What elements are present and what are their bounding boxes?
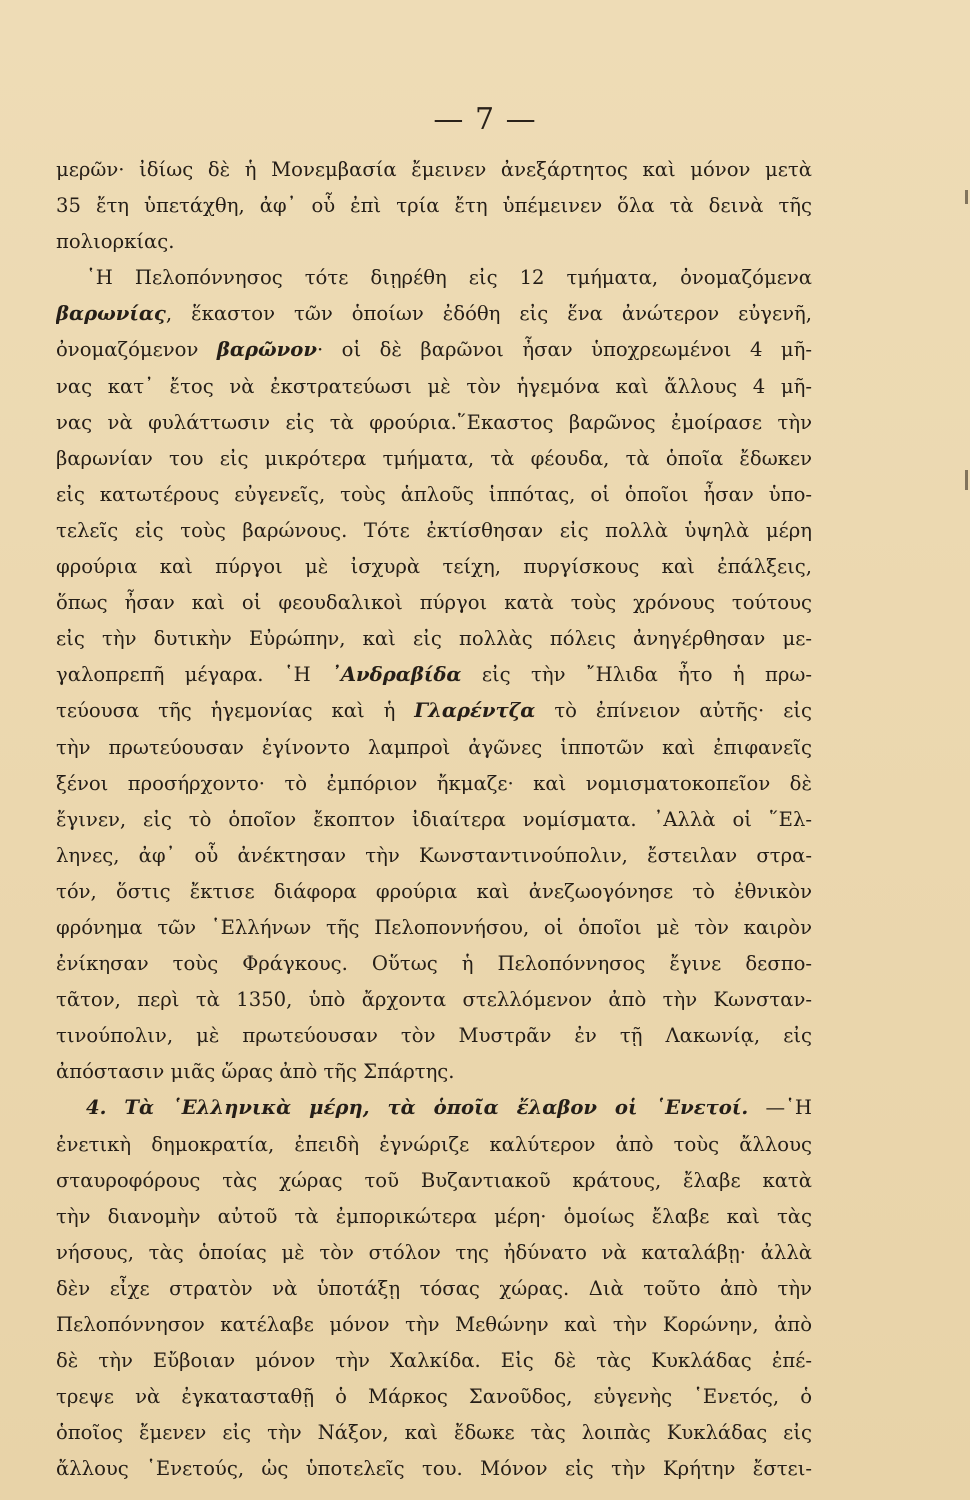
text-line: φρούρια καὶ πύργοι μὲ ἰσχυρὰ τείχη, πυργίσκους καὶ ἐπάλξεις, [56, 555, 812, 579]
text-line: νας νὰ φυλάττωσιν εἰς τὰ φρούρια.῞Εκαστος βαρῶνος ἐμοίρασε τὴν [56, 410, 812, 434]
text-line: ἄλλους ῾Ενετούς, ὡς ὑποτελεῖς του. Μόνον εἰς τὴν Κρήτην ἔστει- [56, 1457, 812, 1481]
text-line: τὴν διανομὴν αὐτοῦ τὰ ἐμπορικώτερα μέρη· ὁμοίως ἔλαβε καὶ τὰς [56, 1204, 812, 1228]
text-line: νας κατ᾽ ἔτος νὰ ἐκστρατεύωσι μὲ τὸν ἡγεμόνα καὶ ἄλλους 4 μῆ- [56, 374, 812, 398]
text-line: εἰς κατωτέρους εὐγενεῖς, τοὺς ἁπλοῦς ἱππότας, οἱ ὁποῖοι ἦσαν ὑπο- [56, 482, 812, 506]
text-line: βαρωνίαν του εἰς μικρότερα τμήματα, τὰ φέουδα, τὰ ὁποῖα ἔδωκεν [56, 446, 812, 470]
text-line: Πελοπόννησον κατέλαβε μόνον τὴν Μεθώνην καὶ τὴν Κορώνην, ἀπὸ [56, 1313, 812, 1336]
text-line: 35 ἔτη ὑπετάχθη, ἀφ᾽ οὗ ἐπὶ τρία ἔτη ὑπέμεινεν ὅλα τὰ δεινὰ τῆς [56, 194, 812, 218]
text-line: ληνες, ἀφ᾽ οὗ ἀνέκτησαν τὴν Κωνσταντινούπολιν, ἔστειλαν στρα- [56, 843, 812, 867]
text-line: τεύουσα τῆς ἡγεμονίας καὶ ἡ Γλαρέντζα τὸ ἐπίνειον αὐτῆς· εἰς [56, 699, 812, 723]
text-line: δὲ τὴν Εὔβοιαν μόνον τὴν Χαλκίδα. Εἰς δὲ τὰς Κυκλάδας ἐπέ- [56, 1349, 812, 1373]
text-line: ὅπως ἦσαν καὶ οἱ φεουδαλικοὶ πύργοι κατὰ τοὺς χρόνους τούτους [56, 591, 812, 615]
page-edge-mark [965, 190, 968, 204]
text-line: νήσους, τὰς ὁποίας μὲ τὸν στόλον της ἠδύνατο νὰ καταλάβῃ· ἀλλὰ [56, 1240, 812, 1264]
emphasis-term: Γλαρέντζα [414, 699, 536, 723]
text-line: ἐνίκησαν τοὺς Φράγκους. Οὕτως ἡ Πελοπόννησος ἔγινε δεσπο- [56, 952, 812, 976]
text-line: ἀπόστασιν μιᾶς ὥρας ἀπὸ τῆς Σπάρτης. [56, 1060, 455, 1084]
section-heading: 4. Τὰ ῾Ελληνικὰ μέρη, τὰ ὁποῖα ἔλαβον οἱ ῾Ενετοί. [86, 1096, 749, 1120]
text-line: τινούπολιν, μὲ πρωτεύουσαν τὸν Μυστρᾶν ἐν τῇ Λακωνίᾳ, εἰς [56, 1024, 812, 1048]
text-line: βαρωνίας, ἕκαστον τῶν ὁποίων ἐδόθη εἰς ἕνα ἀνώτερον εὐγενῆ, [56, 302, 812, 326]
text-line: γαλοπρεπῆ μέγαρα. ῾Η ᾽Ανδραβίδα εἰς τὴν ῎Ηλιδα ἦτο ἡ πρω- [56, 663, 812, 687]
text-line: σταυροφόρους τὰς χώρας τοῦ Βυζαντιακοῦ κράτους, ἔλαβε κατὰ [56, 1168, 812, 1192]
emphasis-term: βαρῶνον [216, 338, 317, 362]
text-line: μερῶν· ἰδίως δὲ ἡ Μονεμβασία ἔμεινεν ἀνεξάρτητος καὶ μόνον μετὰ [56, 158, 812, 181]
text-line: ῾Η Πελοπόννησος τότε διῃρέθη εἰς 12 τμήματα, ὀνομαζόμενα [86, 266, 812, 290]
body-text [56, 152, 812, 1487]
emphasis-term: βαρωνίας [56, 302, 166, 326]
text-line: ὀνομαζόμενον βαρῶνον· οἱ δὲ βαρῶνοι ἦσαν ὑποχρεωμένοι 4 μῆ- [56, 338, 812, 362]
text-line: τόν, ὅστις ἔκτισε διάφορα φρούρια καὶ ἀνεζωογόνησε τὸ ἐθνικὸν [56, 879, 812, 903]
text-line: ὁποῖος ἔμενεν εἰς τὴν Νάξον, καὶ ἔδωκε τὰς λοιπὰς Κυκλάδας εἰς [56, 1421, 812, 1445]
section-heading-line: 4. Τὰ ῾Ελληνικὰ μέρη, τὰ ὁποῖα ἔλαβον οἱ ῾Ενετοί. —῾Η [86, 1096, 812, 1120]
text-line: φρόνημα τῶν ῾Ελλήνων τῆς Πελοποννήσου, οἱ ὁποῖοι μὲ τὸν καιρὸν [56, 915, 812, 939]
text-line: δὲν εἶχε στρατὸν νὰ ὑποτάξῃ τόσας χώρας. Διὰ τοῦτο ἀπὸ τὴν [56, 1276, 812, 1300]
text-line: τελεῖς εἰς τοὺς βαρώνους. Τότε ἐκτίσθησαν εἰς πολλὰ ὑψηλὰ μέρη [56, 518, 812, 542]
text-line: τᾶτον, περὶ τὰ 1350, ὑπὸ ἄρχοντα στελλόμενον ἀπὸ τὴν Κωνσταν- [56, 988, 812, 1012]
page-number: — 7 — [433, 102, 537, 137]
text-line: ἐνετικὴ δημοκρατία, ἐπειδὴ ἐγνώριζε καλύτερον ἀπὸ τοὺς ἄλλους [56, 1132, 812, 1156]
emphasis-term: ᾽Ανδραβίδα [331, 663, 462, 687]
text-line: εἰς τὴν δυτικὴν Εὐρώπην, καὶ εἰς πολλὰς πόλεις ἀνηγέρθησαν με- [56, 627, 812, 651]
text-line: ἔγινεν, εἰς τὸ ὁποῖον ἔκοπτον ἰδιαίτερα νομίσματα. ᾽Αλλὰ οἱ ῞Ελ- [56, 807, 812, 831]
text-line: πολιορκίας. [56, 230, 175, 254]
page-edge-mark [965, 470, 968, 490]
text-line: τρεψε νὰ ἐγκατασταθῇ ὁ Μάρκος Σανοῦδος, εὐγενὴς ῾Ενετός, ὁ [56, 1385, 812, 1409]
text-line: τὴν πρωτεύουσαν ἐγίνοντο λαμπροὶ ἀγῶνες ἱπποτῶν καὶ ἐπιφανεῖς [56, 735, 812, 759]
text-line: ξένοι προσήρχοντο· τὸ ἐμπόριον ἤκμαζε· καὶ νομισματοκοπεῖον δὲ [56, 771, 812, 795]
